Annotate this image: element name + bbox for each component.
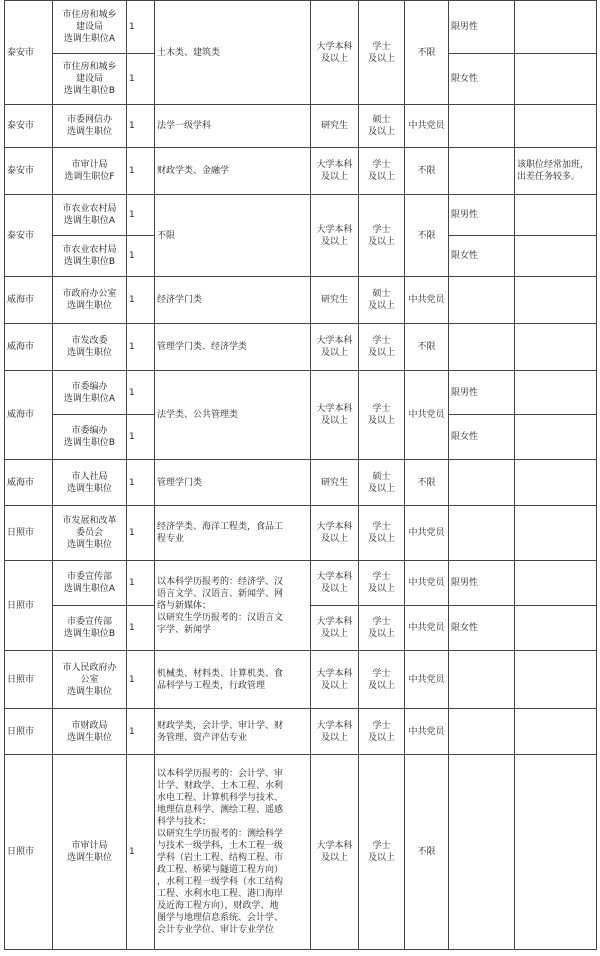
quantity-cell: 1 [127, 606, 155, 651]
degree-cell: 学士 及以上 [359, 1, 405, 105]
education-cell: 大学本科 及以上 [311, 1, 359, 105]
major-cell: 经济学类、海洋工程类，食品工 程专业 [155, 506, 311, 561]
quantity-cell: 1 [127, 236, 155, 277]
quantity-cell: 1 [127, 460, 155, 506]
major-cell: 法学类、公共管理类 [155, 371, 311, 460]
unit-cell: 市委网信办 选调生职位 [53, 105, 127, 148]
politics-cell: 不限 [405, 460, 449, 506]
city-cell: 日照市 [5, 506, 53, 561]
note-cell [515, 105, 597, 148]
city-cell: 日照市 [5, 561, 53, 651]
other-requirement-cell: 限女性 [449, 236, 515, 277]
quantity-cell: 1 [127, 506, 155, 561]
note-cell [515, 606, 597, 651]
major-cell: 不限 [155, 195, 311, 277]
degree-cell: 硕士 及以上 [359, 105, 405, 148]
other-requirement-cell: 限男性 [449, 371, 515, 415]
other-requirement-cell [449, 277, 515, 324]
note-cell [515, 54, 597, 105]
politics-cell: 中共党员 [405, 105, 449, 148]
other-requirement-cell [449, 324, 515, 371]
degree-cell: 学士 及以上 [359, 709, 405, 755]
other-requirement-cell [449, 506, 515, 561]
unit-cell: 市住房和城乡 建设局 选调生职位B [53, 54, 127, 105]
city-cell: 威海市 [5, 371, 53, 460]
politics-cell: 不限 [405, 324, 449, 371]
unit-cell: 市人社局 选调生职位 [53, 460, 127, 506]
quantity-cell: 1 [127, 371, 155, 415]
degree-cell: 学士 及以上 [359, 651, 405, 709]
politics-cell: 中共党员 [405, 561, 449, 606]
unit-cell: 市委编办 选调生职位B [53, 415, 127, 460]
table-row [5, 324, 597, 371]
education-cell: 研究生 [311, 460, 359, 506]
politics-cell: 中共党员 [405, 371, 449, 460]
quantity-cell: 1 [127, 1, 155, 54]
table-row [5, 651, 597, 709]
education-cell: 大学本科 及以上 [311, 195, 359, 277]
table-row [5, 561, 597, 606]
quantity-cell: 1 [127, 561, 155, 606]
degree-cell: 学士 及以上 [359, 561, 405, 606]
other-requirement-cell [449, 460, 515, 506]
note-cell [515, 561, 597, 606]
table-row [5, 709, 597, 755]
politics-cell: 中共党员 [405, 277, 449, 324]
city-cell: 日照市 [5, 755, 53, 950]
education-cell: 大学本科 及以上 [311, 606, 359, 651]
unit-cell: 市农业农村局 选调生职位A [53, 195, 127, 236]
unit-cell: 市发展和改革 委员会 选调生职位 [53, 506, 127, 561]
other-requirement-cell: 限男性 [449, 195, 515, 236]
degree-cell: 学士 及以上 [359, 195, 405, 277]
major-cell: 土木类、建筑类 [155, 1, 311, 105]
politics-cell: 中共党员 [405, 651, 449, 709]
degree-cell: 硕士 及以上 [359, 277, 405, 324]
city-cell: 威海市 [5, 277, 53, 324]
city-cell: 威海市 [5, 324, 53, 371]
major-cell: 以本科学历报考的：经济学、汉 语言文学、汉语言、新闻学、网 络与新媒体； 以研究生学历报考的：汉语言文 字学、新闻学 [155, 561, 311, 651]
unit-cell: 市委宣传部 选调生职位B [53, 606, 127, 651]
table-row [5, 277, 597, 324]
table-row [5, 460, 597, 506]
major-cell: 经济学门类 [155, 277, 311, 324]
quantity-cell: 1 [127, 277, 155, 324]
unit-cell: 市农业农村局 选调生职位B [53, 236, 127, 277]
education-cell: 大学本科 及以上 [311, 755, 359, 950]
education-cell: 研究生 [311, 105, 359, 148]
city-cell: 泰安市 [5, 1, 53, 105]
note-cell [515, 324, 597, 371]
education-cell: 大学本科 及以上 [311, 709, 359, 755]
education-cell: 大学本科 及以上 [311, 561, 359, 606]
city-cell: 威海市 [5, 460, 53, 506]
degree-cell: 学士 及以上 [359, 371, 405, 460]
education-cell: 大学本科 及以上 [311, 506, 359, 561]
other-requirement-cell [449, 651, 515, 709]
education-cell: 大学本科 及以上 [311, 371, 359, 460]
table-row [5, 195, 597, 236]
other-requirement-cell [449, 755, 515, 950]
table-row [5, 371, 597, 415]
note-cell [515, 709, 597, 755]
note-cell [515, 1, 597, 54]
note-cell: 该职位经常加班， 出差任务较多。 [515, 148, 597, 195]
quantity-cell: 1 [127, 755, 155, 950]
other-requirement-cell: 限女性 [449, 54, 515, 105]
other-requirement-cell: 限男性 [449, 561, 515, 606]
quantity-cell: 1 [127, 148, 155, 195]
major-cell: 财政学类，会计学、审计学、财 务管理、资产评估专业 [155, 709, 311, 755]
other-requirement-cell: 限女性 [449, 415, 515, 460]
degree-cell: 硕士 及以上 [359, 460, 405, 506]
unit-cell: 市人民政府办 公室 选调生职位 [53, 651, 127, 709]
note-cell [515, 415, 597, 460]
unit-cell: 市财政局 选调生职位 [53, 709, 127, 755]
other-requirement-cell [449, 105, 515, 148]
politics-cell: 不限 [405, 755, 449, 950]
table-row [5, 755, 597, 950]
table-row [5, 148, 597, 195]
quantity-cell: 1 [127, 709, 155, 755]
quantity-cell: 1 [127, 415, 155, 460]
city-cell: 泰安市 [5, 148, 53, 195]
politics-cell: 中共党员 [405, 606, 449, 651]
education-cell: 大学本科 及以上 [311, 651, 359, 709]
note-cell [515, 195, 597, 236]
unit-cell: 市住房和城乡 建设局 选调生职位A [53, 1, 127, 54]
quantity-cell: 1 [127, 105, 155, 148]
major-cell: 机械类、材料类、计算机类、食 品科学与工程类，行政管理 [155, 651, 311, 709]
degree-cell: 学士 及以上 [359, 755, 405, 950]
degree-cell: 学士 及以上 [359, 506, 405, 561]
other-requirement-cell [449, 709, 515, 755]
politics-cell: 中共党员 [405, 709, 449, 755]
degree-cell: 学士 及以上 [359, 606, 405, 651]
other-requirement-cell: 限女性 [449, 606, 515, 651]
quantity-cell: 1 [127, 54, 155, 105]
unit-cell: 市委编办 选调生职位A [53, 371, 127, 415]
unit-cell: 市委宣传部 选调生职位A [53, 561, 127, 606]
politics-cell: 不限 [405, 195, 449, 277]
unit-cell: 市政府办公室 选调生职位 [53, 277, 127, 324]
note-cell [515, 371, 597, 415]
city-cell: 日照市 [5, 651, 53, 709]
education-cell: 研究生 [311, 277, 359, 324]
degree-cell: 学士 及以上 [359, 324, 405, 371]
note-cell [515, 755, 597, 950]
city-cell: 泰安市 [5, 105, 53, 148]
education-cell: 大学本科 及以上 [311, 148, 359, 195]
degree-cell: 学士 及以上 [359, 148, 405, 195]
note-cell [515, 460, 597, 506]
other-requirement-cell [449, 148, 515, 195]
table-row [5, 506, 597, 561]
major-cell: 管理学门类、经济学类 [155, 324, 311, 371]
unit-cell: 市发改委 选调生职位 [53, 324, 127, 371]
unit-cell: 市审计局 选调生职位F [53, 148, 127, 195]
note-cell [515, 651, 597, 709]
unit-cell: 市审计局 选调生职位 [53, 755, 127, 950]
quantity-cell: 1 [127, 195, 155, 236]
recruitment-table [4, 0, 597, 950]
note-cell [515, 506, 597, 561]
quantity-cell: 1 [127, 651, 155, 709]
politics-cell: 不限 [405, 148, 449, 195]
note-cell [515, 277, 597, 324]
table-row [5, 105, 597, 148]
city-cell: 日照市 [5, 709, 53, 755]
major-cell: 管理学门类 [155, 460, 311, 506]
major-cell: 法学一级学科 [155, 105, 311, 148]
major-cell: 以本科学历报考的：会计学、审 计学、财政学、土木工程、水利 水电工程、计算机科学与技术、 地理信息科学、测绘工程、遥感 科学与技术； 以研究生学历报考的：测绘科学 与技术一级学科，土木工程一级 学科（岩土工程、结构工程、市 政工程、桥梁与隧道工程方向） ，水利工程一级学科（水工结构 工程、水利水电工程、港口海岸 及近海工程方向），财政学、地 图学与地理信息系统、会计学、 会计专业学位、审计专业学位 [155, 755, 311, 950]
city-cell: 泰安市 [5, 195, 53, 277]
quantity-cell: 1 [127, 324, 155, 371]
other-requirement-cell: 限男性 [449, 1, 515, 54]
major-cell: 财政学类、金融学 [155, 148, 311, 195]
politics-cell: 中共党员 [405, 506, 449, 561]
politics-cell: 不限 [405, 1, 449, 105]
note-cell [515, 236, 597, 277]
table-row [5, 1, 597, 54]
education-cell: 大学本科 及以上 [311, 324, 359, 371]
